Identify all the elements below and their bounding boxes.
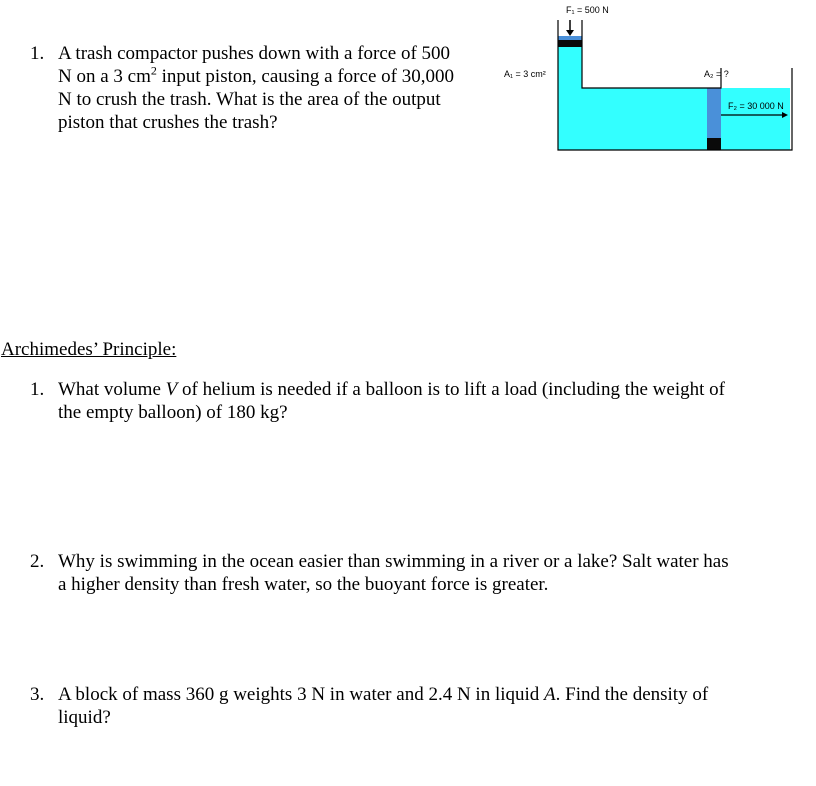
archimedes-question-3	[30, 683, 790, 733]
question-text-segment: What volume	[58, 379, 166, 400]
f2-label: F₂ = 30 000 N	[728, 101, 784, 111]
hydraulic-press-diagram	[490, 0, 816, 160]
variable: A	[544, 684, 556, 705]
question-number: 2.	[30, 551, 45, 572]
question-line	[58, 65, 454, 88]
question-number: 1.	[30, 43, 45, 64]
section-heading: Archimedes’ Principle:	[1, 339, 177, 360]
f1-label: F₁ = 500 N	[566, 5, 609, 15]
question-line: N to crush the trash. What is the area of the output	[58, 89, 441, 110]
input-piston-top	[558, 36, 582, 40]
vessel-inner-wall	[582, 20, 721, 88]
question-text	[58, 550, 729, 596]
question-text	[58, 683, 708, 729]
question-line: liquid?	[58, 707, 111, 728]
question-text	[58, 42, 454, 134]
question-text-segment: . Find the density of	[555, 684, 709, 705]
question-number: 1.	[30, 379, 45, 400]
variable: V	[165, 379, 178, 400]
question-text-segment: N on a 3 cm	[58, 66, 151, 87]
a1-label: A₁ = 3 cm²	[504, 69, 546, 79]
output-cylinder	[707, 88, 721, 138]
archimedes-question-2	[30, 550, 790, 600]
question-line: A trash compactor pushes down with a force of 500	[58, 43, 451, 64]
question-line: Why is swimming in the ocean easier than swimming in a river or a lake? Salt water has	[58, 551, 729, 572]
output-piston	[707, 138, 721, 150]
question-line: piston that crushes the trash?	[58, 112, 278, 133]
question-line: a higher density than fresh water, so the buoyant force is greater.	[58, 574, 549, 595]
question-line: the empty balloon) of 180 kg?	[58, 402, 288, 423]
question-text-segment: of helium is needed if a balloon is to lift a load (including the weight of	[177, 379, 725, 400]
arrow-head	[566, 30, 574, 36]
hydraulics-question	[30, 42, 480, 137]
fluid-reservoir	[558, 88, 790, 150]
archimedes-question-1	[30, 378, 790, 428]
question-text	[58, 378, 725, 424]
question-number: 3.	[30, 684, 45, 705]
question-line	[58, 683, 708, 706]
question-text-segment: input piston, causing a force of 30,000	[156, 66, 454, 87]
question-text-segment: A block of mass 360 g weights 3 N in water and 2.4 N in liquid	[58, 684, 545, 705]
superscript: 2	[150, 63, 157, 78]
question-line	[58, 378, 725, 401]
a2-label: A₂ = ?	[704, 69, 729, 79]
